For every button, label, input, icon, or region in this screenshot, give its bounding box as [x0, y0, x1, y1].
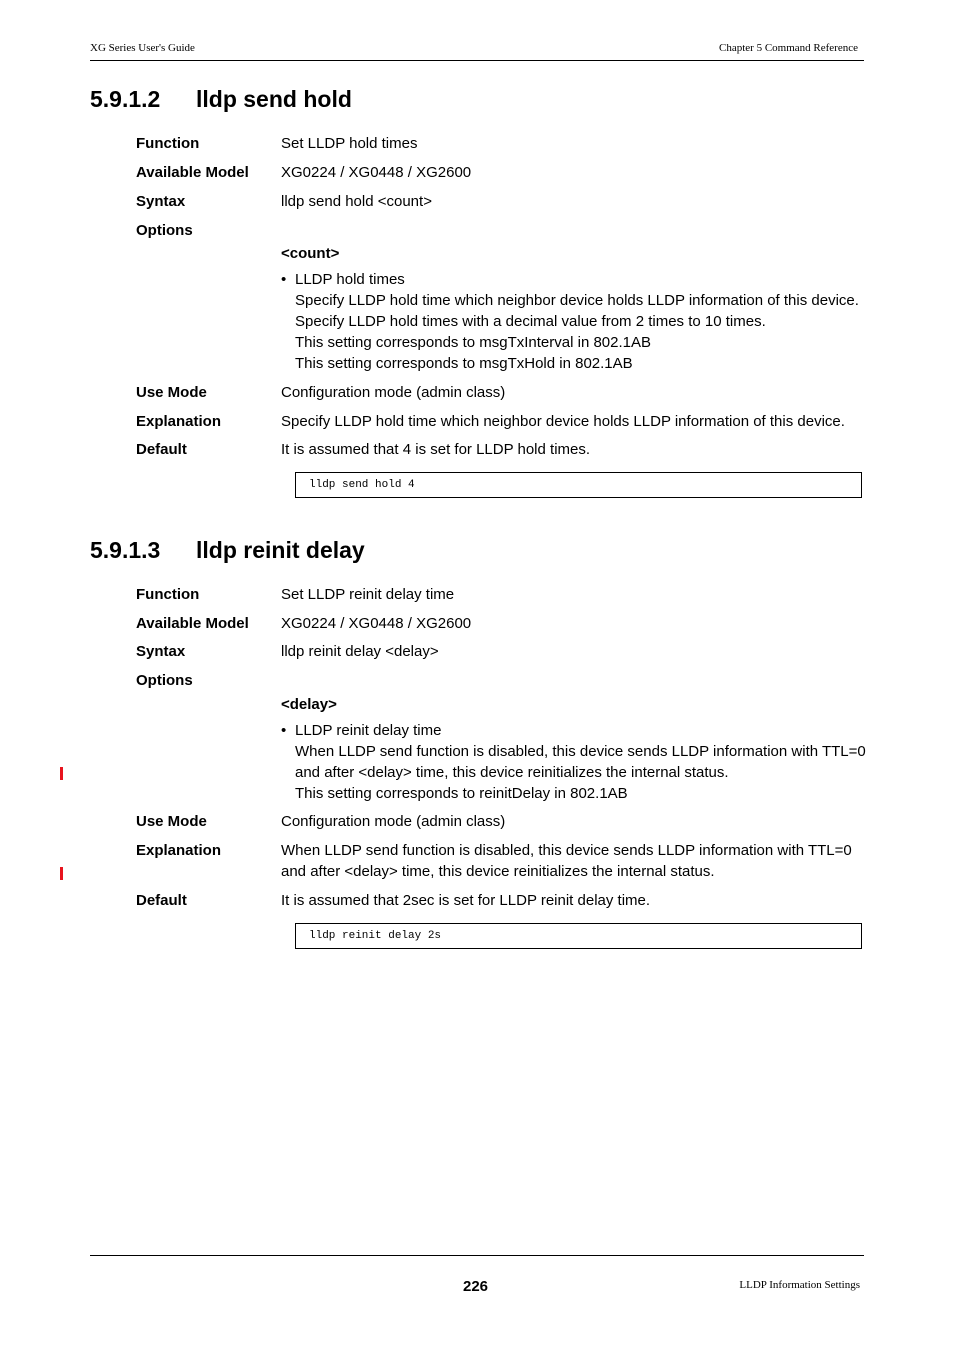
field-label: Function: [136, 135, 200, 152]
field-label: Available Model: [136, 615, 249, 632]
option-description: [281, 269, 859, 374]
example-code: lldp reinit delay 2s: [309, 930, 442, 942]
field-label: Available Model: [136, 164, 249, 181]
running-header-chapter: Chapter 5 Command Reference: [719, 42, 858, 54]
field-value: It is assumed that 2sec is set for LLDP reinit delay time.: [281, 892, 651, 909]
field-label: Function: [136, 586, 200, 603]
field-value: XG0224 / XG0448 / XG2600: [281, 164, 472, 181]
option-line: When LLDP send function is disabled, this device sends LLDP information with TTL=0: [295, 743, 866, 760]
field-label: Options: [136, 222, 193, 239]
option-line: and after <delay> time, this device reinitializes the internal status.: [295, 764, 729, 781]
running-header-title: XG Series User's Guide: [90, 42, 195, 54]
field-value: [281, 840, 871, 882]
bullet-marker: •: [281, 271, 287, 288]
option-bullet-item: [281, 269, 859, 290]
footer-divider: [90, 1255, 864, 1256]
bullet-marker: •: [281, 722, 287, 739]
field-label: Use Mode: [136, 813, 207, 830]
example-code: lldp send hold 4: [309, 479, 415, 491]
section-title: lldp send hold: [196, 86, 352, 112]
change-bar: [60, 767, 63, 780]
section-heading: [90, 86, 352, 113]
field-value: lldp send hold <count>: [281, 193, 432, 210]
section-heading: [90, 537, 365, 564]
option-bullet-text: LLDP reinit delay time: [295, 722, 442, 739]
field-label: Explanation: [136, 413, 222, 430]
option-bullet-item: [281, 720, 866, 741]
option-name: <count>: [281, 245, 340, 262]
field-label: Syntax: [136, 193, 186, 210]
field-value: Set LLDP hold times: [281, 135, 418, 152]
option-line: Specify LLDP hold times with a decimal value from 2 times to 10 times.: [295, 313, 766, 330]
option-bullet-text: LLDP hold times: [295, 271, 405, 288]
field-value: lldp reinit delay <delay>: [281, 643, 439, 660]
field-value: XG0224 / XG0448 / XG2600: [281, 615, 472, 632]
field-value: Specify LLDP hold time which neighbor device holds LLDP information of this device.: [281, 413, 845, 430]
header-divider: [90, 60, 864, 61]
example-code-box: [295, 472, 862, 498]
change-bar: [60, 867, 63, 880]
field-value: Set LLDP reinit delay time: [281, 586, 455, 603]
field-label: Syntax: [136, 643, 186, 660]
field-label: Use Mode: [136, 384, 207, 401]
page-number: 226: [463, 1278, 489, 1295]
section-number: 5.9.1.3: [90, 537, 161, 563]
explanation-line: and after <delay> time, this device reinitializes the internal status.: [281, 863, 715, 880]
field-label: Options: [136, 672, 193, 689]
option-line: This setting corresponds to msgTxInterval in 802.1AB: [295, 334, 652, 351]
field-value: It is assumed that 4 is set for LLDP hold times.: [281, 441, 591, 458]
running-footer-section: LLDP Information Settings: [739, 1279, 860, 1291]
explanation-line: When LLDP send function is disabled, this device sends LLDP information with TTL=0: [281, 842, 852, 859]
field-label: Default: [136, 892, 187, 909]
field-value: Configuration mode (admin class): [281, 384, 506, 401]
option-line: This setting corresponds to msgTxHold in 802.1AB: [295, 355, 633, 372]
field-value: Configuration mode (admin class): [281, 813, 506, 830]
field-label: Default: [136, 441, 187, 458]
option-line: This setting corresponds to reinitDelay in 802.1AB: [295, 785, 628, 802]
example-code-box: [295, 923, 862, 949]
section-title: lldp reinit delay: [196, 537, 365, 563]
option-name: <delay>: [281, 696, 337, 713]
section-number: 5.9.1.2: [90, 86, 161, 112]
option-line: Specify LLDP hold time which neighbor device holds LLDP information of this device.: [295, 292, 859, 309]
option-description: [281, 720, 866, 804]
field-label: Explanation: [136, 842, 222, 859]
